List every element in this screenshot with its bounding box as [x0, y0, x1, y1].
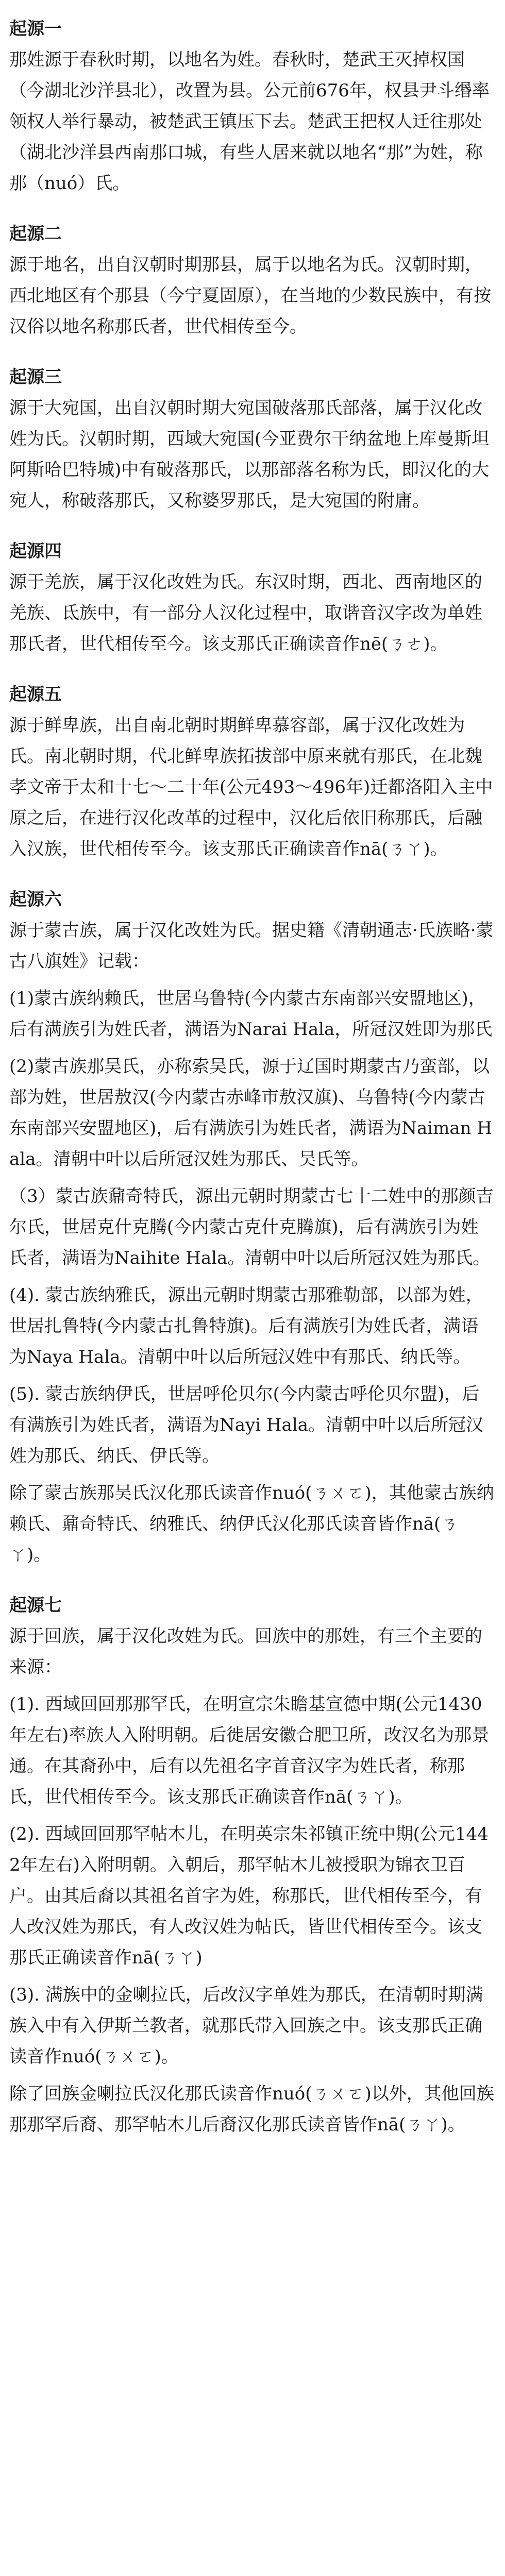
paragraph: (1)蒙古族纳赖氏，世居乌鲁特(今内蒙古东南部兴安盟地区)，后有满族引为姓氏者，满语为Narai Hala，所冠汉姓即为那氏 [9, 988, 493, 1040]
origin-section-5 [9, 679, 496, 865]
section-title: 起源三 [9, 367, 62, 387]
paragraph: (5). 蒙古族纳伊氏，世居呼伦贝尔(今内蒙古呼伦贝尔盟)，后有满族引为姓氏者，满语为Nayi Hala。清朝中叶以后所冠汉姓为那氏、纳氏、伊氏等。 [9, 1384, 483, 1466]
origin-section-7 [9, 1590, 496, 2140]
paragraph: 源于地名，出自汉朝时期那县，属于以地名为氏。汉朝时期，西北地区有个那县（今宁夏固原），在当地的少数民族中，有按汉俗以地名称那氏者，世代相传至今。 [9, 255, 491, 337]
paragraph: 源于羌族，属于汉化改姓为氏。东汉时期，西北、西南地区的羌族、氐族中，有一部分人汉化过程中，取谐音汉字改为单姓那氏者，世代相传至今。该支那氏正确读音作nē(ㄋㄜ)。 [9, 572, 482, 654]
origin-section-2 [9, 218, 496, 342]
paragraph: 源于回族，属于汉化改姓为氏。回族中的那姓，有三个主要的来源： [9, 1626, 482, 1677]
paragraph: 除了回族金喇拉氏汉化那氏读音作nuó(ㄋㄨㄛ)以外，其他回族那那罕后裔、那罕帖木儿后裔汉化那氏读音皆作nā(ㄋㄚ)。 [9, 2083, 494, 2135]
section-title: 起源一 [9, 19, 62, 39]
paragraph: 源于鲜卑族，出自南北朝时期鲜卑慕容部，属于汉化改姓为氏。南北朝时期，代北鲜卑族拓拔部中原来就有那氏，在北魏孝文帝于太和十七～二十年(公元493～496年)迁都洛阳入主中原之后，在进行汉化改革的过程中，汉化后依旧称那氏，后融入汉族，世代相传至今。该支那氏正确读音作nā(ㄋㄚ)。 [9, 715, 493, 859]
paragraph: 源于大宛国，出自汉朝时期大宛国破落那氏部落，属于汉化改姓为氏。汉朝时期，西域大宛国(今亚费尔干纳盆地上库曼斯坦阿斯哈巴特城)中有破落那氏，以那部落名称为氏，即汉化的大宛人，称破落那氏，又称婆罗那氏，是大宛国的附庸。 [9, 398, 490, 511]
paragraph: (4). 蒙古族纳雅氏，源出元朝时期蒙古那雅勒部，以部为姓，世居扎鲁特(今内蒙古扎鲁特旗)。后有满族引为姓氏者，满语为Naya Hala。清朝中叶以后所冠汉姓中有那氏、纳氏等。 [9, 1285, 483, 1367]
section-title: 起源四 [9, 541, 62, 562]
paragraph: 除了蒙古族那吴氏汉化那氏读音作nuó(ㄋㄨㄛ)，其他蒙古族纳赖氏、鼐奇特氏、纳雅氏、纳伊氏汉化那氏读音皆作nā(ㄋㄚ)。 [9, 1483, 494, 1565]
paragraph: 那姓源于春秋时期，以地名为姓。春秋时，楚武王灭掉权国（今湖北沙洋县北），改置为县。公元前676年，权县尹斗缗率领权人举行暴动，被楚武王镇压下去。楚武王把权人迁往那处（湖北沙洋县西南那口城，有些人居来就以地名“那”为姓，称那（nuó）氏。 [9, 49, 490, 194]
paragraph: (3). 满族中的金喇拉氏，后改汉字单姓为那氏，在清朝时期满族入中有入伊斯兰教者，就那氏带入回族之中。该支那氏正确读音作nuó(ㄋㄨㄛ)。 [9, 1985, 483, 2067]
paragraph: (1). 西域回回那那罕氏，在明宣宗朱瞻基宣德中期(公元1430年左右)率族人入附明朝。后徙居安徽合肥卫所，改汉名为那景通。在其裔孙中，后有以先祖名字首音汉字为姓氏者，称那氏，世代相传至今。该支那氏正确读音作nā(ㄋㄚ)。 [9, 1694, 490, 1807]
paragraph: (2). 西域回回那罕帖木儿，在明英宗朱祁镇正统中期(公元1442年左右)入附明朝。入朝后，那罕帖木儿被授职为锦衣卫百户。由其后裔以其祖名首字为姓，称那氏，世代相传至今，有人改汉姓为那氏，有人改汉姓为帖氏，皆世代相传至今。该支那氏正确读音作nā(ㄋㄚ) [9, 1824, 489, 1968]
paragraph: (2)蒙古族那吴氏，亦称索吴氏，源于辽国时期蒙古乃蛮部，以部为姓，世居敖汉(今内蒙古赤峰市敖汉旗)、乌鲁特(今内蒙古东南部兴安盟地区)，后有满族引为姓氏者，满语为Naiman Hala。清朝中叶以后所冠汉姓为那氏、吴氏等。 [9, 1056, 493, 1170]
paragraph: 源于蒙古族，属于汉化改姓为氏。据史籍《清朝通志·氏族略·蒙古八旗姓》记载： [9, 920, 494, 972]
section-title: 起源七 [9, 1595, 62, 1616]
origin-section-6 [9, 884, 496, 1570]
paragraph: （3）蒙古族鼐奇特氏，源出元朝时期蒙古七十二姓中的那颜吉尔氏，世居克什克腾(今内蒙古克什克腾旗)，后有满族引为姓氏者，满语为Naihite Hala。清朝中叶以后所冠汉姓为那氏。 [9, 1186, 494, 1268]
section-title: 起源六 [9, 889, 62, 910]
origin-section-4 [9, 536, 496, 659]
section-title: 起源五 [9, 684, 62, 705]
origin-section-1 [9, 13, 496, 199]
section-title: 起源二 [9, 224, 62, 244]
origin-section-3 [9, 362, 496, 516]
